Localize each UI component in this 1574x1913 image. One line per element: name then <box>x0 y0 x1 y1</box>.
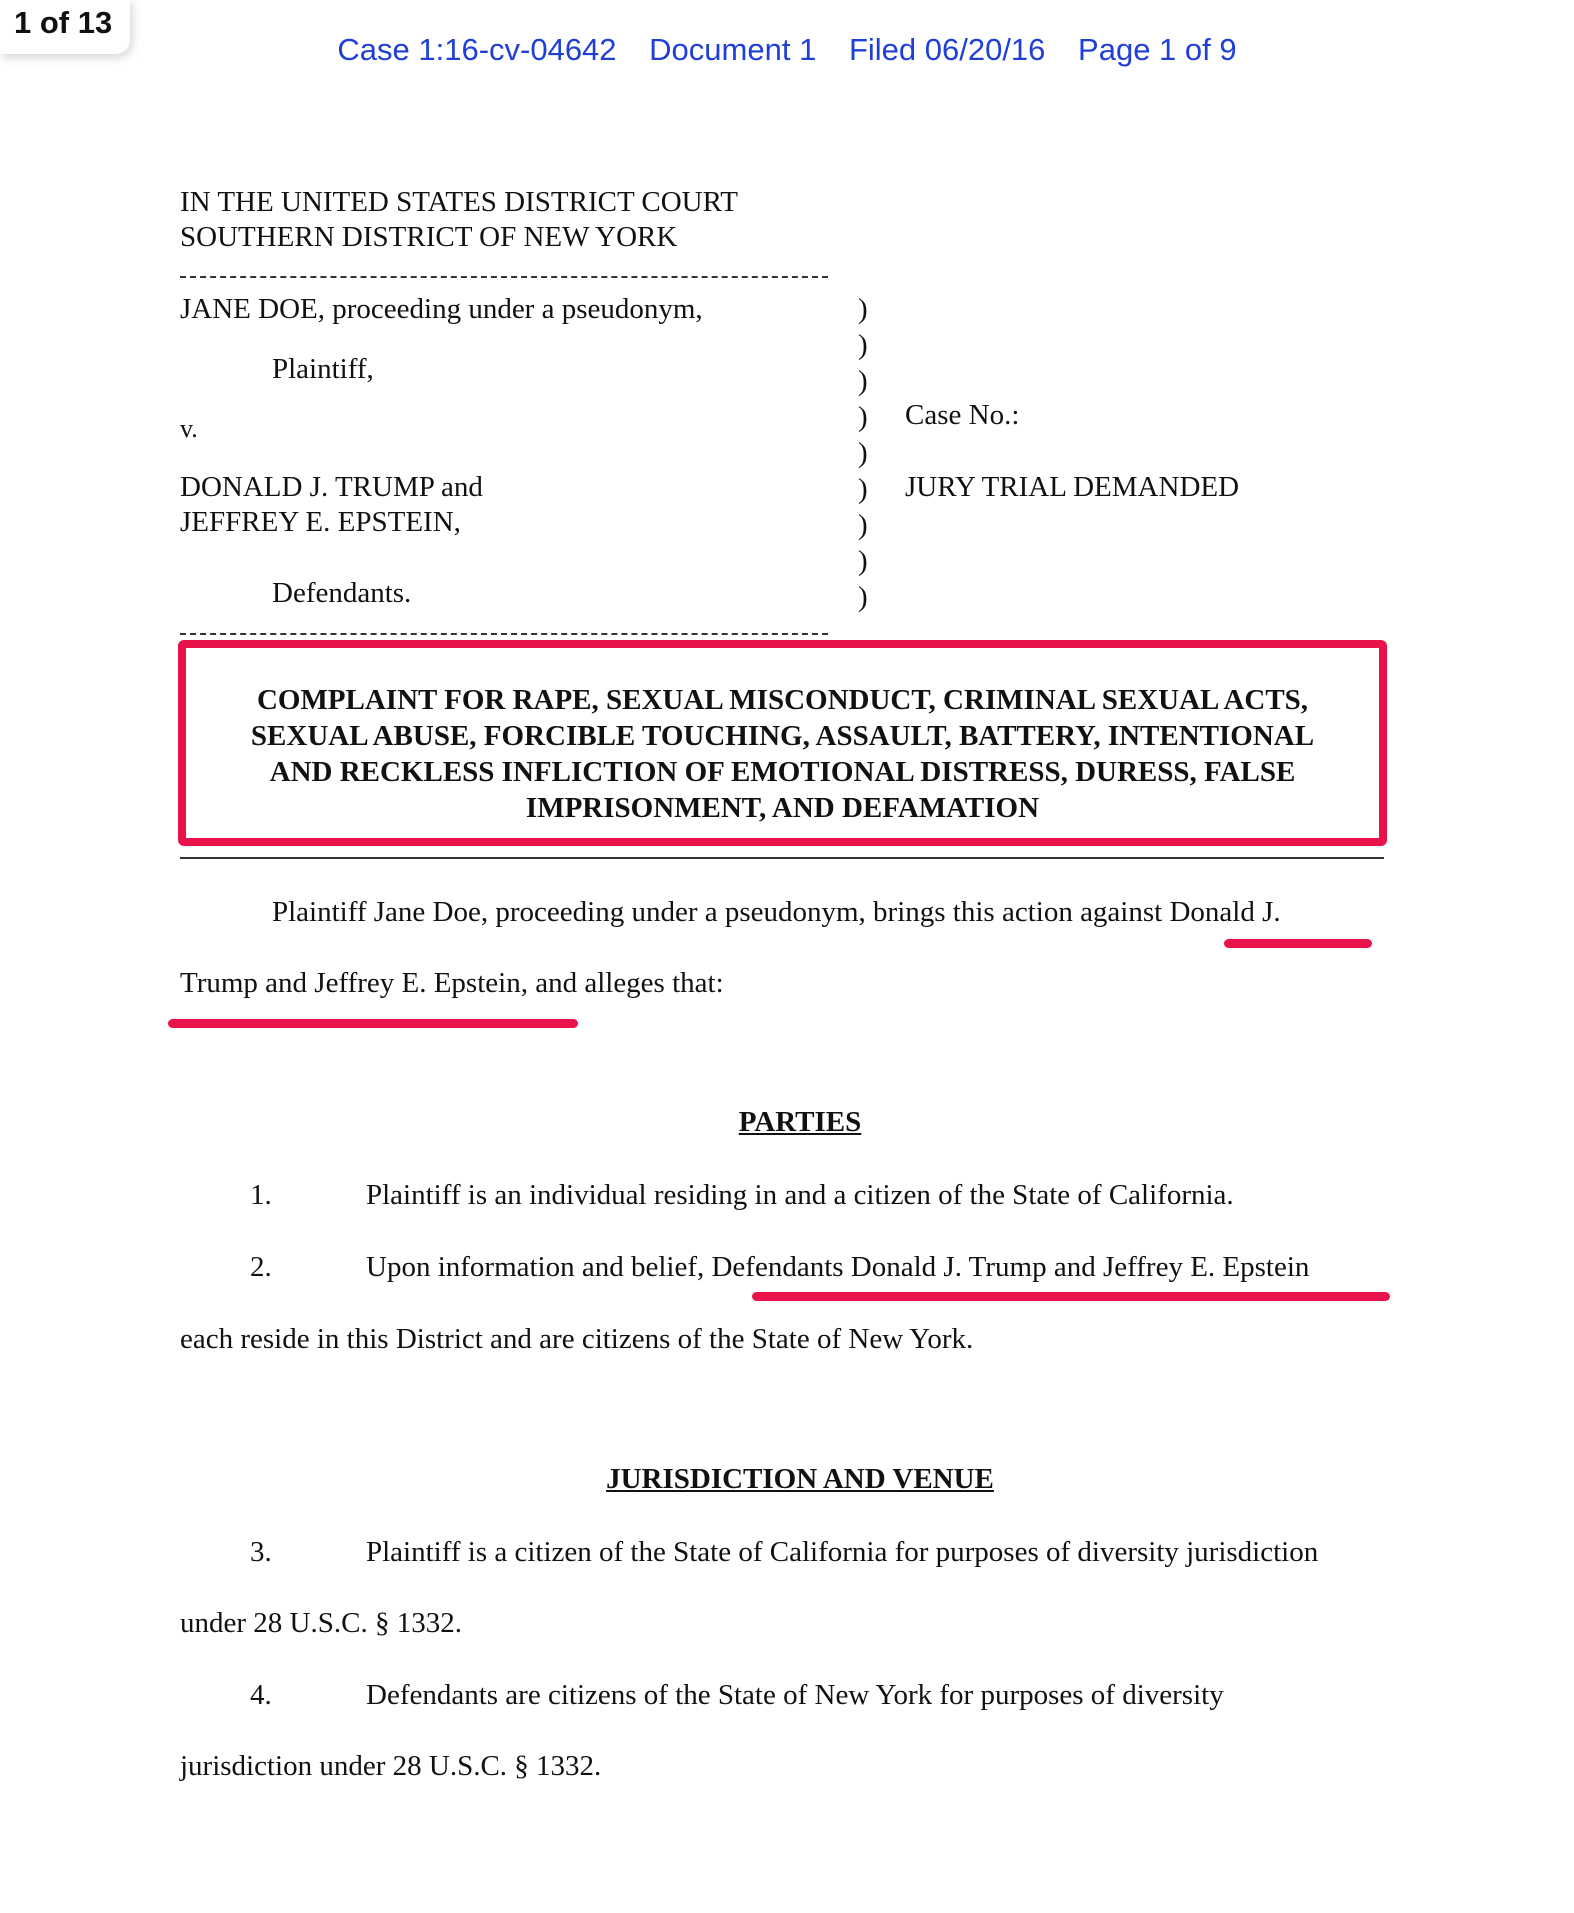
paragraph-number: 2. <box>250 1251 272 1283</box>
defendant-role: Defendants. <box>272 577 412 609</box>
page-indicator: Page 1 of 9 <box>1078 32 1237 67</box>
court-name-line2: SOUTHERN DISTRICT OF NEW YORK <box>180 221 678 253</box>
red-underline <box>1224 939 1372 948</box>
document-number: Document 1 <box>649 32 817 67</box>
title-line: IMPRISONMENT, AND DEFAMATION <box>525 792 1040 824</box>
paragraph-3: Plaintiff is a citizen of the State of California for purposes of diversity jurisdiction <box>366 1536 1319 1568</box>
caption-paren: ) <box>858 545 868 577</box>
case-number: Case 1:16-cv-04642 <box>337 32 617 67</box>
plaintiff-name: JANE DOE, proceeding under a pseudonym, <box>180 293 703 325</box>
caption-bottom-divider <box>180 633 828 635</box>
complaint-title <box>186 682 1379 826</box>
title-rule <box>180 857 1384 859</box>
intro-line2: Trump and Jeffrey E. Epstein, and alleges that: <box>180 967 724 999</box>
caption-paren: ) <box>858 473 868 505</box>
defendant-line2: JEFFREY E. EPSTEIN, <box>180 506 461 538</box>
caption-paren: ) <box>858 329 868 361</box>
paragraph-number: 4. <box>250 1679 272 1711</box>
caption-paren: ) <box>858 581 868 613</box>
paragraph-1: Plaintiff is an individual residing in and a citizen of the State of California. <box>366 1179 1234 1211</box>
intro-line1: Plaintiff Jane Doe, proceeding under a pseudonym, brings this action against Donald J. <box>272 896 1281 928</box>
versus: v. <box>180 414 198 443</box>
filed-date: Filed 06/20/16 <box>848 32 1046 67</box>
title-line: AND RECKLESS INFLICTION OF EMOTIONAL DISTRESS, DURESS, FALSE <box>269 756 1296 788</box>
case-header <box>0 32 1574 68</box>
caption-top-divider <box>180 276 828 278</box>
page-counter: 1 of 13 <box>0 0 130 54</box>
parties-heading: PARTIES <box>738 1106 862 1138</box>
paragraph-4-continued: jurisdiction under 28 U.S.C. § 1332. <box>180 1750 602 1782</box>
jurisdiction-heading: JURISDICTION AND VENUE <box>606 1463 994 1495</box>
red-underline <box>752 1292 1390 1301</box>
defendant-line1: DONALD J. TRUMP and <box>180 471 483 503</box>
caption-paren: ) <box>858 293 868 325</box>
caption-paren: ) <box>858 509 868 541</box>
red-underline <box>168 1019 578 1028</box>
caption-paren: ) <box>858 437 868 469</box>
paragraph-3-continued: under 28 U.S.C. § 1332. <box>180 1607 462 1639</box>
paragraph-number: 3. <box>250 1536 272 1568</box>
paragraph-2: Upon information and belief, Defendants Donald J. Trump and Jeffrey E. Epstein <box>366 1251 1310 1283</box>
title-line: SEXUAL ABUSE, FORCIBLE TOUCHING, ASSAULT, BATTERY, INTENTIONAL <box>250 720 1315 752</box>
jury-demand: JURY TRIAL DEMANDED <box>905 471 1240 503</box>
caption-paren: ) <box>858 365 868 397</box>
caption-paren: ) <box>858 401 868 433</box>
case-no-label: Case No.: <box>905 399 1020 431</box>
plaintiff-role: Plaintiff, <box>272 353 374 385</box>
paragraph-number: 1. <box>250 1179 272 1211</box>
court-name-line1: IN THE UNITED STATES DISTRICT COURT <box>180 186 738 218</box>
title-line: COMPLAINT FOR RAPE, SEXUAL MISCONDUCT, CRIMINAL SEXUAL ACTS, <box>256 684 1309 716</box>
paragraph-2-continued: each reside in this District and are citizens of the State of New York. <box>180 1323 974 1355</box>
paragraph-4: Defendants are citizens of the State of New York for purposes of diversity <box>366 1679 1224 1711</box>
